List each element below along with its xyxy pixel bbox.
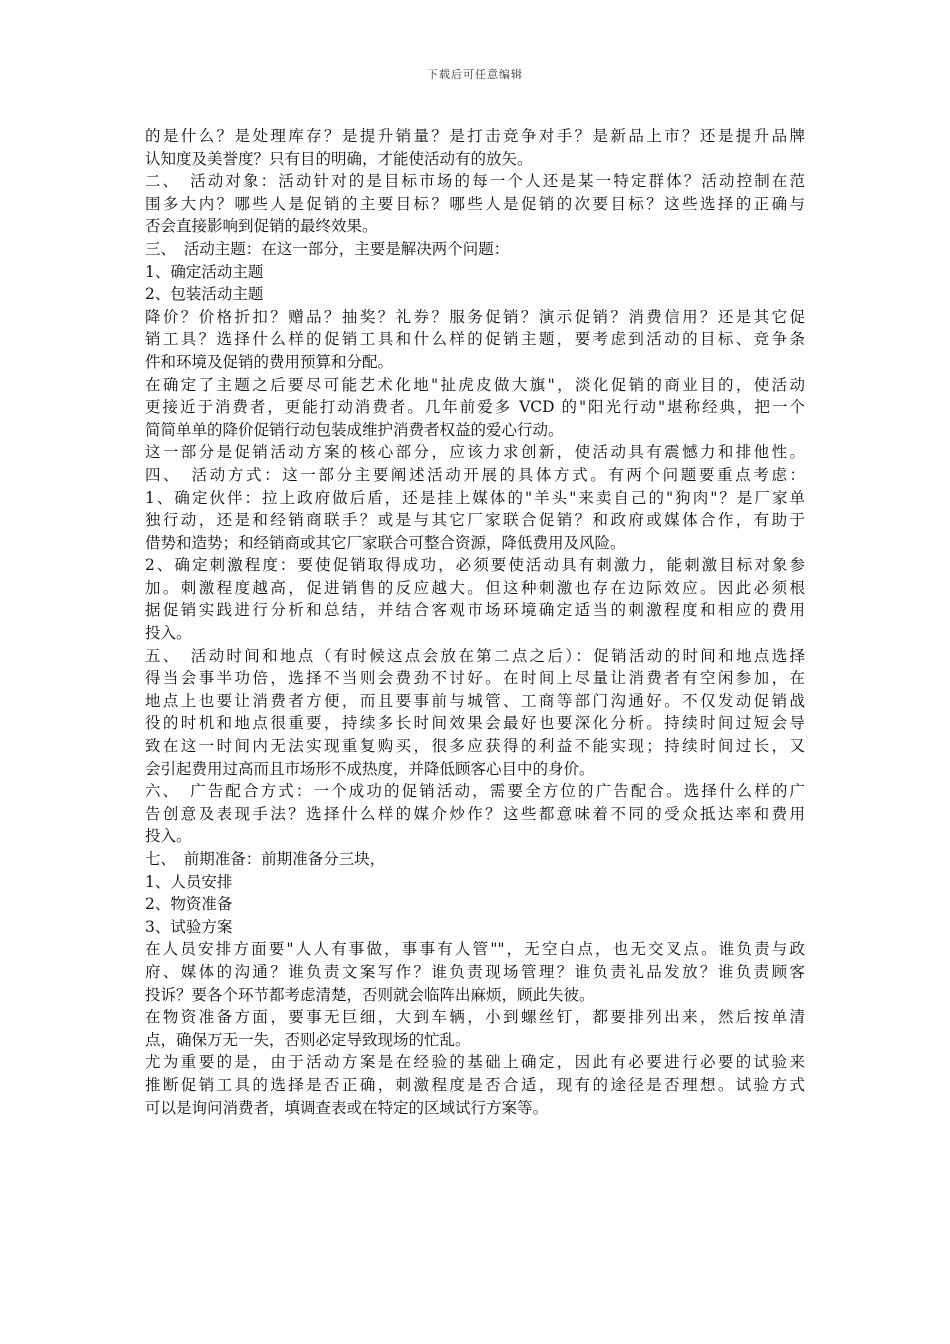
text-line: 府、媒体的沟通？谁负责文案写作？谁负责现场管理？谁负责礼品发放？谁负责顾客	[145, 962, 805, 981]
text-line: 这一部分是促销活动方案的核心部分，应该力求创新，使活动具有震憾力和排他性。	[145, 443, 805, 462]
text-line: 件和环境及促销的费用预算和分配。	[145, 352, 394, 371]
text-line: 四、 活动方式：这一部分主要阐述活动开展的具体方式。有两个问题要重点考虑：	[145, 465, 805, 484]
text-line: 在确定了主题之后要尽可能艺术化地"扯虎皮做大旗"，淡化促销的商业目的，使活动	[145, 375, 805, 394]
text-line: 告创意及表现手法？选择什么样的媒介炒作？这些都意味着不同的受众抵达率和费用	[145, 804, 805, 823]
text-line: 六、 广告配合方式：一个成功的促销活动，需要全方位的广告配合。选择什么样的广	[145, 782, 805, 801]
text-line: 否会直接影响到促销的最终效果。	[145, 217, 378, 236]
document-body	[145, 125, 805, 1119]
text-line: 更接近于消费者，更能打动消费者。几年前爱多 VCD 的"阳光行动"堪称经典，把一个	[145, 398, 805, 417]
text-line: 投诉？要各个环节都考虑清楚，否则就会临阵出麻烦，顾此失彼。	[145, 985, 595, 1004]
text-line: 的是什么？是处理库存？是提升销量？是打击竞争对手？是新品上市？还是提升品牌	[145, 127, 805, 145]
text-line: 简简单单的降价促销行动包装成维护消费者权益的爱心行动。	[145, 420, 564, 439]
text-line: 投入。	[145, 827, 192, 846]
text-line: 可以是询问消费者，填调查表或在特定的区域试行方案等。	[145, 1098, 549, 1117]
text-line: 三、 活动主题：在这一部分，主要是解决两个问题：	[145, 239, 510, 258]
text-line: 降价？价格折扣？赠品？抽奖？礼券？服务促销？演示促销？消费信用？还是其它促	[145, 307, 805, 326]
text-line: 二、 活动对象：活动针对的是目标市场的每一个人还是某一特定群体？活动控制在范	[145, 172, 805, 191]
text-line: 尤为重要的是，由于活动方案是在经验的基础上确定，因此有必要进行必要的试验来	[145, 1053, 805, 1072]
text-line: 得当会事半功倍，选择不当则会费劲不讨好。在时间上尽量让消费者有空闲参加，在	[145, 669, 805, 688]
text-line: 围多大内？哪些人是促销的主要目标？哪些人是促销的次要目标？这些选择的正确与	[145, 194, 805, 213]
text-line: 2、物资准备	[145, 895, 233, 914]
text-line: 投入。	[145, 624, 192, 643]
text-line: 借势和造势；和经销商或其它厂家联合可整合资源，降低费用及风险。	[145, 533, 626, 552]
text-line: 会引起费用过高而且市场形不成热度，并降低顾客心目中的身价。	[145, 759, 595, 778]
text-line: 役的时机和地点很重要，持续多长时间效果会最好也要深化分析。持续时间过短会导	[145, 714, 805, 733]
text-line: 五、 活动时间和地点（有时候这点会放在第二点之后）：促销活动的时间和地点选择	[145, 646, 805, 665]
text-line: 1、确定伙伴：拉上政府做后盾，还是挂上媒体的"羊头"来卖自己的"狗肉"？是厂家单	[145, 488, 805, 507]
text-line: 在人员安排方面要"人人有事做，事事有人管""，无空白点，也无交叉点。谁负责与政	[145, 940, 805, 959]
text-line: 地点上也要让消费者方便，而且要事前与城管、工商等部门沟通好。不仅发动促销战	[145, 691, 805, 710]
page-header: 下载后可任意编辑	[427, 68, 523, 81]
text-line: 独行动，还是和经销商联手？或是与其它厂家联合促销？和政府或媒体合作，有助于	[145, 511, 805, 530]
text-line: 七、 前期准备：前期准备分三块，	[145, 850, 386, 868]
text-line: 1、确定活动主题	[145, 262, 264, 281]
text-line: 销工具？选择什么样的促销工具和什么样的促销主题，要考虑到活动的目标、竞争条	[145, 330, 805, 349]
text-line: 在物资准备方面，要事无巨细，大到车辆，小到螺丝钉，都要排列出来，然后按单清	[145, 1008, 805, 1027]
text-line: 据促销实践进行分析和总结，并结合客观市场环境确定适当的刺激程度和相应的费用	[145, 601, 805, 620]
text-line: 推断促销工具的选择是否正确，刺激程度是否合适，现有的途径是否理想。试验方式	[145, 1075, 805, 1094]
text-line: 1、人员安排	[145, 872, 233, 891]
text-line: 加。刺激程度越高，促进销售的反应越大。但这种刺激也存在边际效应。因此必须根	[145, 578, 805, 597]
text-line: 3、试验方案	[145, 917, 233, 936]
text-line: 致在这一时间内无法实现重复购买，很多应获得的利益不能实现；持续时间过长，又	[145, 737, 805, 756]
text-line: 2、包装活动主题	[145, 285, 264, 304]
text-line: 认知度及美誉度？只有目的明确，才能使活动有的放矢。	[145, 149, 533, 168]
text-line: 2、确定刺激程度：要使促销取得成功，必须要使活动具有刺激力，能刺激目标对象参	[145, 556, 805, 575]
text-line: 点，确保万无一失，否则必定导致现场的忙乱。	[145, 1030, 471, 1049]
